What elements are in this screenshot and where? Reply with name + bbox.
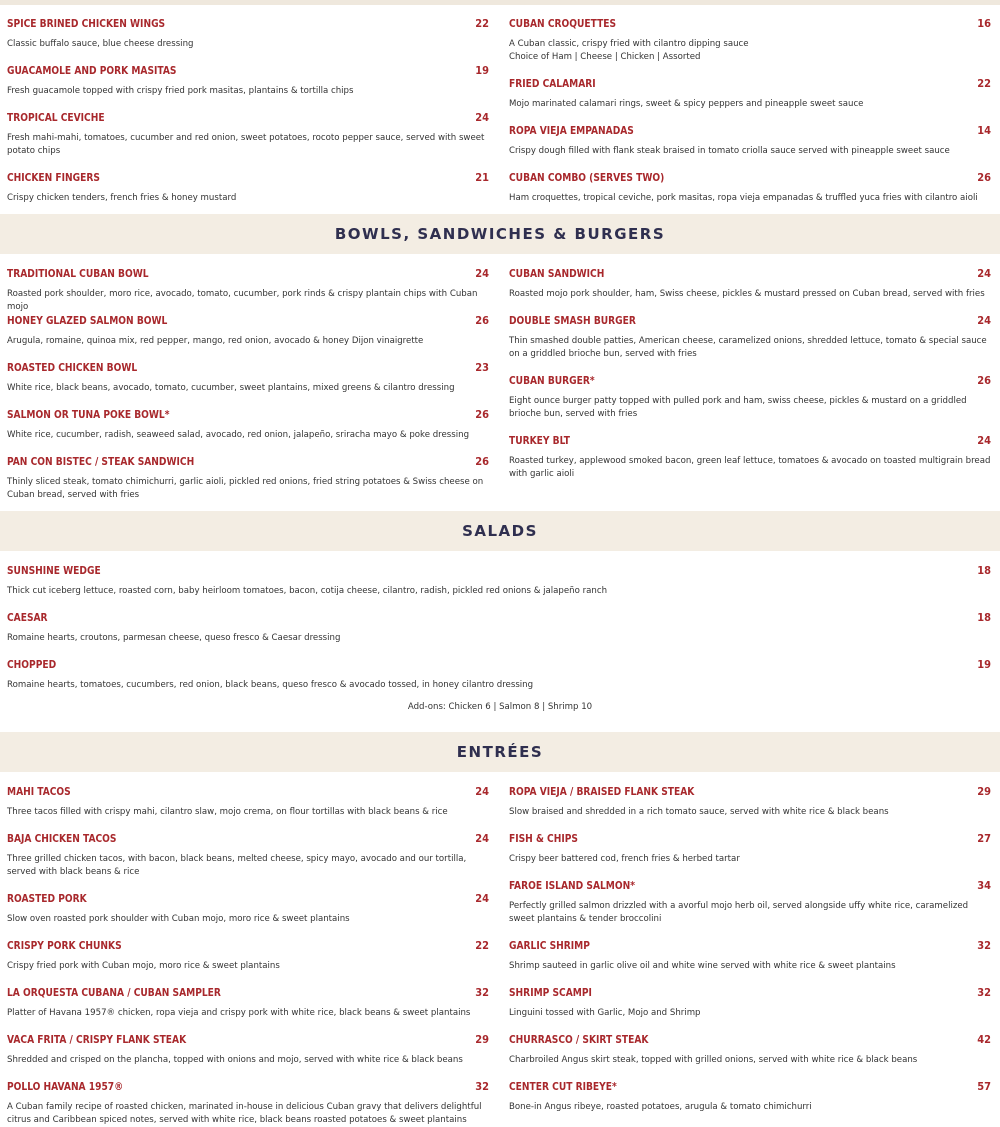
section-title: ENTRÉES <box>456 743 544 761</box>
section-header-salads <box>0 511 1000 551</box>
menu-item-name: TURKEY BLT <box>509 434 570 447</box>
menu-item <box>7 1033 489 1067</box>
menu-item <box>509 832 991 866</box>
menu-item-price: 24 <box>475 111 489 124</box>
menu-item-description: Platter of Havana 1957® chicken, ropa vieja and crispy pork with white rice, black beans & sweet plantains <box>7 1008 471 1018</box>
menu-item-price: 34 <box>977 879 991 892</box>
menu-item <box>509 785 991 819</box>
menu-item-header <box>7 314 489 327</box>
menu-item-description: Linguini tossed with Garlic, Mojo and Shrimp <box>509 1008 701 1018</box>
menu-item-description: Shrimp sauteed in garlic olive oil and white wine served with white rice & sweet plantains <box>509 961 896 971</box>
menu-item <box>7 939 489 973</box>
menu-item <box>7 986 489 1020</box>
menu-item-price: 29 <box>977 785 991 798</box>
menu-item-description: A Cuban classic, crispy fried with cilantro dipping sauce Choice of Ham | Cheese | Chicken | Assorted <box>509 39 749 62</box>
menu-item-name: CAESAR <box>7 611 48 624</box>
menu-item-header <box>7 939 489 952</box>
menu-item <box>509 434 991 481</box>
menu-item <box>509 124 991 158</box>
menu-item-price: 23 <box>475 361 489 374</box>
menu-item <box>509 879 991 926</box>
menu-item <box>7 314 489 348</box>
menu-item-name: HONEY GLAZED SALMON BOWL <box>7 314 168 327</box>
menu-item-header <box>7 832 489 845</box>
menu-item-name: TROPICAL CEVICHE <box>7 111 105 124</box>
menu-item-header <box>7 986 489 999</box>
menu-item-description: Thin smashed double patties, American cheese, caramelized onions, shredded lettuce, tomato & special sauce on a griddled brioche bun, served with fries <box>509 336 987 359</box>
menu-item-description: Crispy fried pork with Cuban mojo, moro rice & sweet plantains <box>7 961 280 971</box>
menu-item-description: Eight ounce burger patty topped with pulled pork and ham, swiss cheese, pickles & mustard on a griddled brioche bun, served with fries <box>509 396 967 419</box>
menu-item-description: Bone-in Angus ribeye, roasted potatoes, arugula & tomato chimichurri <box>509 1102 812 1112</box>
menu-item-header <box>7 408 489 421</box>
menu-item-description: Classic buffalo sauce, blue cheese dressing <box>7 39 194 49</box>
menu-item-description: Fresh mahi-mahi, tomatoes, cucumber and red onion, sweet potatoes, rocoto pepper sauce, served with sweet potato chips <box>7 133 485 156</box>
menu-item-description: Crispy beer battered cod, french fries & herbed tartar <box>509 854 740 864</box>
menu-item <box>509 374 991 421</box>
menu-item-name: CUBAN CROQUETTES <box>509 17 617 30</box>
menu-item-price: 26 <box>475 314 489 327</box>
menu-item-header <box>7 64 489 77</box>
menu-item-description: Ham croquettes, tropical ceviche, pork masitas, ropa vieja empanadas & truffled yuca fries with cilantro aioli <box>509 193 978 203</box>
menu-item-price: 24 <box>977 267 991 280</box>
menu-item-price: 22 <box>475 939 489 952</box>
menu-item-price: 26 <box>977 171 991 184</box>
menu-item <box>7 892 489 926</box>
menu-item-description: Roasted pork shoulder, moro rice, avocado, tomato, cucumber, pork rinds & crispy plantain chips with Cuban mojo <box>7 289 478 312</box>
menu-item-description: Romaine hearts, tomatoes, cucumbers, red onion, black beans, queso fresco & avocado tossed, in honey cilantro dressing <box>7 680 534 690</box>
menu-item-price: 24 <box>475 832 489 845</box>
menu-item-price: 26 <box>475 408 489 421</box>
menu-item-header <box>509 77 991 90</box>
menu-item-price: 26 <box>977 374 991 387</box>
menu-item-name: DOUBLE SMASH BURGER <box>509 314 636 327</box>
menu-item <box>509 314 991 361</box>
menu-item-price: 26 <box>475 455 489 468</box>
menu-item-price: 18 <box>977 611 991 624</box>
menu-item <box>7 564 991 598</box>
menu-item-name: BAJA CHICKEN TACOS <box>7 832 117 845</box>
menu-item <box>7 361 489 395</box>
menu-item-price: 19 <box>475 64 489 77</box>
menu-item <box>509 171 991 205</box>
menu-item-description: Slow oven roasted pork shoulder with Cuban mojo, moro rice & sweet plantains <box>7 914 350 924</box>
menu-item-description: Arugula, romaine, quinoa mix, red pepper, mango, red onion, avocado & honey Dijon vinaigrette <box>7 336 424 346</box>
menu-item-price: 27 <box>977 832 991 845</box>
menu-item-header <box>7 785 489 798</box>
menu-item-price: 32 <box>977 939 991 952</box>
menu-item <box>509 17 991 64</box>
menu-item-description: Thinly sliced steak, tomato chimichurri, garlic aioli, pickled red onions, fried string potatoes & Swiss cheese on Cuban bread, served with fries <box>7 477 484 500</box>
menu-item <box>509 939 991 973</box>
section-header-bowls <box>0 214 1000 254</box>
menu-item-price: 24 <box>475 892 489 905</box>
menu-item <box>509 267 991 301</box>
menu-item-name: CUBAN COMBO (SERVES TWO) <box>509 171 665 184</box>
menu-item <box>7 1080 489 1127</box>
menu-item-header <box>509 17 991 30</box>
menu-item-name: SUNSHINE WEDGE <box>7 564 101 577</box>
menu-item-name: CHICKEN FINGERS <box>7 171 100 184</box>
menu-item <box>7 64 489 98</box>
menu-item-name: CUBAN SANDWICH <box>509 267 605 280</box>
menu-item-description: Charbroiled Angus skirt steak, topped with grilled onions, served with white rice & black beans <box>509 1055 918 1065</box>
menu-item-header <box>509 986 991 999</box>
menu-item <box>7 171 489 205</box>
menu-item-header <box>509 374 991 387</box>
menu-item-header <box>509 171 991 184</box>
menu-item-price: 22 <box>475 17 489 30</box>
menu-item-name: SPICE BRINED CHICKEN WINGS <box>7 17 166 30</box>
menu-item-header <box>7 111 489 124</box>
menu-item <box>7 785 489 819</box>
menu-item-name: POLLO HAVANA 1957® <box>7 1080 124 1093</box>
menu-item <box>7 408 489 442</box>
menu-item <box>7 111 489 158</box>
menu-item-name: CHOPPED <box>7 658 57 671</box>
menu-item-name: SALMON OR TUNA POKE BOWL* <box>7 408 170 421</box>
menu-item-name: ROPA VIEJA / BRAISED FLANK STEAK <box>509 785 695 798</box>
menu-item-header <box>509 434 991 447</box>
menu-item <box>509 1080 991 1114</box>
menu-item-name: TRADITIONAL CUBAN BOWL <box>7 267 149 280</box>
menu-item-price: 42 <box>977 1033 991 1046</box>
menu-item-description: Crispy dough filled with flank steak braised in tomato criolla sauce served with pineapple sweet sauce <box>509 146 950 156</box>
menu-item-header <box>7 892 489 905</box>
menu-item-name: FISH & CHIPS <box>509 832 578 845</box>
menu-item <box>7 611 991 645</box>
menu-item-header <box>7 267 489 280</box>
menu-item-description: Slow braised and shredded in a rich tomato sauce, served with white rice & black beans <box>509 807 889 817</box>
menu-item-price: 24 <box>475 267 489 280</box>
menu-item-price: 16 <box>977 17 991 30</box>
menu-item-description: Thick cut iceberg lettuce, roasted corn, baby heirloom tomatoes, bacon, cotija cheese, cilantro, radish, pickled red onions & jalapeño ranch <box>7 586 608 596</box>
menu-item-header <box>509 124 991 137</box>
menu-item-header <box>7 1033 489 1046</box>
menu-item-header <box>509 939 991 952</box>
menu-item-header <box>7 171 489 184</box>
menu-item-price: 32 <box>977 986 991 999</box>
menu-item-header <box>7 564 991 577</box>
menu-item-name: GUACAMOLE AND PORK MASITAS <box>7 64 177 77</box>
menu-item-price: 24 <box>977 314 991 327</box>
menu-item-description: Fresh guacamole topped with crispy fried pork masitas, plantains & tortilla chips <box>7 86 354 96</box>
menu-item-name: VACA FRITA / CRISPY FLANK STEAK <box>7 1033 187 1046</box>
menu-item <box>7 17 489 51</box>
menu-item-header <box>7 1080 489 1093</box>
menu-item-header <box>509 832 991 845</box>
menu-item-name: CRISPY PORK CHUNKS <box>7 939 122 952</box>
menu-item <box>7 832 489 879</box>
menu-item-description: A Cuban family recipe of roasted chicken, marinated in-house in delicious Cuban gravy that delivers delightful citrus and Caribbean spiced notes, served with white rice, black beans roasted potatoes & sweet plantains <box>7 1102 482 1125</box>
section-title: SALADS <box>462 522 538 540</box>
menu-item-name: ROASTED PORK <box>7 892 87 905</box>
menu-item-price: 14 <box>977 124 991 137</box>
menu-item-name: FAROE ISLAND SALMON* <box>509 879 635 892</box>
menu-item-price: 18 <box>977 564 991 577</box>
menu-item-description: Crispy chicken tenders, french fries & honey mustard <box>7 193 237 203</box>
menu-item-header <box>7 611 991 624</box>
menu-item-description: Perfectly grilled salmon drizzled with a avorful mojo herb oil, served alongside uffy white rice, caramelized sweet plantains & tender broccolini <box>509 901 969 924</box>
menu-item-price: 29 <box>475 1033 489 1046</box>
menu-item-description: White rice, cucumber, radish, seaweed salad, avocado, red onion, jalapeño, sriracha mayo & poke dressing <box>7 430 470 440</box>
menu-item-price: 22 <box>977 77 991 90</box>
menu-item-price: 24 <box>475 785 489 798</box>
menu-item <box>509 986 991 1020</box>
menu-item-description: Roasted turkey, applewood smoked bacon, green leaf lettuce, tomatoes & avocado on toasted multigrain bread with garlic aioli <box>509 456 991 479</box>
menu-item-name: CHURRASCO / SKIRT STEAK <box>509 1033 649 1046</box>
menu-item-header <box>509 879 991 892</box>
menu-item <box>7 455 489 502</box>
menu-item-header <box>509 785 991 798</box>
menu-item-description: Romaine hearts, croutons, parmesan cheese, queso fresco & Caesar dressing <box>7 633 341 643</box>
salad-addons: Add-ons: Chicken 6 | Salmon 8 | Shrimp 10 <box>407 702 593 712</box>
menu-item-header <box>7 658 991 671</box>
menu-item-header <box>7 455 489 468</box>
menu-item-description: Mojo marinated calamari rings, sweet & spicy peppers and pineapple sweet sauce <box>509 99 864 109</box>
menu-item-name: PAN CON BISTEC / STEAK SANDWICH <box>7 455 195 468</box>
menu-item-description: Three tacos filled with crispy mahi, cilantro slaw, mojo crema, on flour tortillas with black beans & rice <box>7 807 448 817</box>
menu-item-name: FRIED CALAMARI <box>509 77 596 90</box>
menu-item-price: 32 <box>475 1080 489 1093</box>
menu-item-name: MAHI TACOS <box>7 785 71 798</box>
menu-item-price: 32 <box>475 986 489 999</box>
menu-item <box>7 658 991 692</box>
menu-item-price: 57 <box>977 1080 991 1093</box>
menu-item-price: 24 <box>977 434 991 447</box>
menu-item-name: ROPA VIEJA EMPANADAS <box>509 124 634 137</box>
menu-item <box>7 267 489 314</box>
menu-item <box>509 77 991 111</box>
menu-item-description: Shredded and crisped on the plancha, topped with onions and mojo, served with white rice & black beans <box>7 1055 463 1065</box>
section-header-entrees <box>0 732 1000 772</box>
menu-item-name: GARLIC SHRIMP <box>509 939 590 952</box>
menu-item-price: 21 <box>475 171 489 184</box>
top-divider <box>0 0 1000 5</box>
menu-item-description: Roasted mojo pork shoulder, ham, Swiss cheese, pickles & mustard pressed on Cuban bread, served with fries <box>509 289 985 299</box>
menu-item-name: ROASTED CHICKEN BOWL <box>7 361 138 374</box>
menu-item-header <box>7 361 489 374</box>
menu-item-name: CUBAN BURGER* <box>509 374 595 387</box>
menu-item-description: Three grilled chicken tacos, with bacon, black beans, melted cheese, spicy mayo, avocado and our tortilla, served with black beans & rice <box>7 854 467 877</box>
section-title: BOWLS, SANDWICHES & BURGERS <box>334 225 666 243</box>
menu-item <box>509 1033 991 1067</box>
menu-item-name: CENTER CUT RIBEYE* <box>509 1080 617 1093</box>
menu-item-description: White rice, black beans, avocado, tomato, cucumber, sweet plantains, mixed greens & cilantro dressing <box>7 383 455 393</box>
menu-item-header <box>509 314 991 327</box>
menu-item-name: LA ORQUESTA CUBANA / CUBAN SAMPLER <box>7 986 221 999</box>
menu-item-header <box>7 17 489 30</box>
menu-item-header <box>509 1080 991 1093</box>
menu-item-name: SHRIMP SCAMPI <box>509 986 592 999</box>
menu-item-price: 19 <box>977 658 991 671</box>
menu-item-header <box>509 1033 991 1046</box>
menu-item-header <box>509 267 991 280</box>
